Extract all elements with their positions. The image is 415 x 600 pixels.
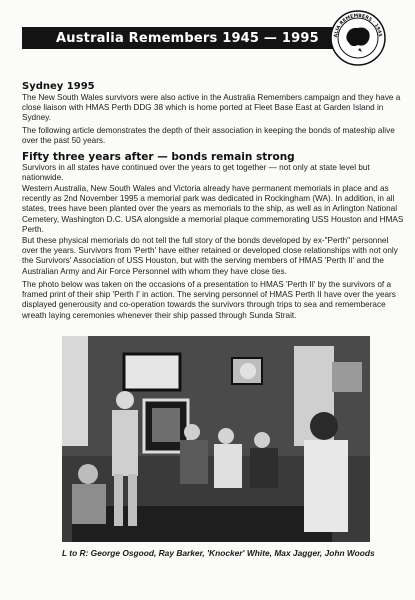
group-photo [62,336,370,542]
section-heading-sydney: Sydney 1995 [22,81,95,92]
paragraph-sydney-1: The New South Wales survivors were also active in the Australia Remembers campaign and they have a close liaison with HMAS Perth DDG 38 which is home ported at Fleet Base East at Garden Island in Sydney. [22,93,401,123]
section-heading-fifty-years: Fifty three years after — bonds remain strong [22,151,295,163]
paragraph-fifty-4: The photo below was taken on the occasions of a presentation to HMAS 'Perth II' by the survivors of a framed print of their ship 'Perth I' in action. The serving personnel of HMAS Perth II have over the years displayed generousity and co-operation towards the survivors through trips to sea and rememberace wreath laying ceremonies whenever their ship passed through Sunda Strait. [22,280,396,320]
paragraph-fifty-1: Survivors in all states have continued over the years to get together — not only at state level but nationwide. [22,163,370,183]
photo-caption: L to R: George Osgood, Ray Barker, 'Knocker' White, Max Jagger, John Woods [62,548,375,558]
paragraph-sydney-2: The following article demonstrates the depth of their association in keeping the bonds of mateship alive over the past 50 years. [22,126,395,146]
emblem-text: ALIA REMEMBERS · 1945 [333,13,383,38]
australia-remembers-emblem [330,10,386,66]
page-title: Australia Remembers 1945 — 1995 [56,31,319,46]
paragraph-fifty-3: But these physical memorials do not tell the full story of the bonds developed by ex-"Perth" personnel over the years. Survivors from 'Perth' have either retained or developed close relationships with not only the Survivors' Association of USS Houston, but with the serving members of HMAS 'Perth II' and the Australian Army and Air Force Personnel with whom they have close ties. [22,236,398,276]
paragraph-fifty-2: Western Australia, New South Wales and Victoria already have permanent memorials in place and as recently as 2nd November 1995 a memorial park was dedicated in Rockingham (WA). In addition, in all states, trees have been planted over the years as memorials to the ship, as well as in Arlington National Cemetery, Washington D.C. USA alongside a memorial plaque commemorating USS Houston and HMAS Perth. [22,184,404,234]
